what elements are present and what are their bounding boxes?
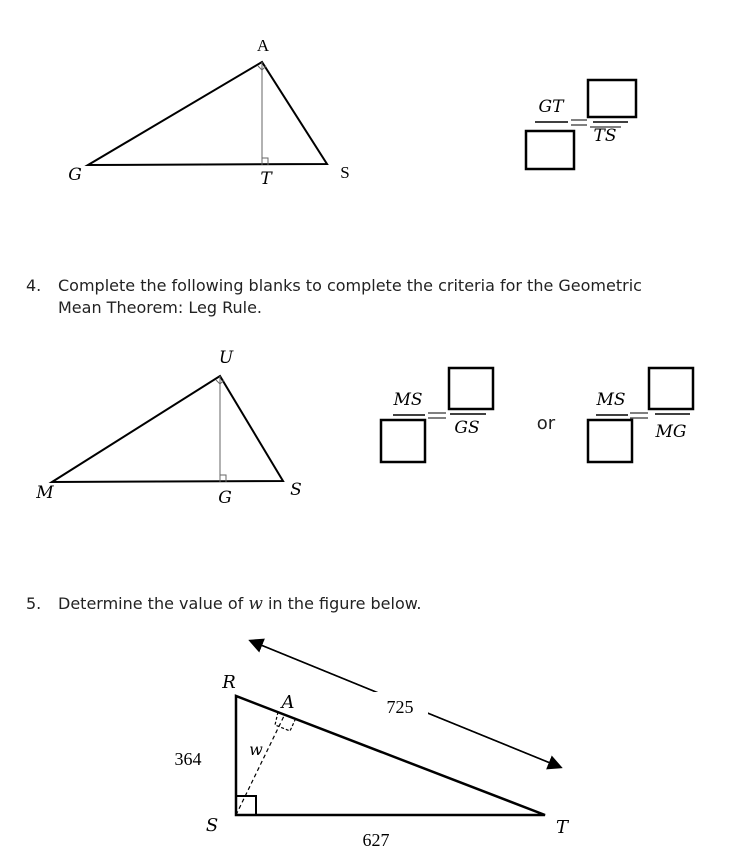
denominator-ts: TS (593, 126, 617, 146)
label-a3: A (281, 692, 295, 713)
question-5-text-after: in the figure below. (262, 594, 422, 613)
denominator-mg: MG (655, 422, 687, 442)
proportion-ms-gs (381, 368, 493, 462)
question-4-number: 4. (26, 276, 42, 295)
measure-364: 364 (174, 749, 202, 769)
blank-box-numerator-right[interactable] (588, 80, 636, 117)
or-label: or (536, 413, 556, 434)
blank-box-denominator-2[interactable] (588, 420, 632, 462)
triangle-gas (68, 36, 350, 189)
triangle-mus (35, 348, 302, 508)
label-a: A (256, 36, 270, 55)
blank-box-denominator-1[interactable] (381, 420, 425, 462)
proportion-gt-ts (526, 80, 636, 169)
label-t: T (260, 169, 272, 189)
question-5-text (58, 593, 421, 615)
label-u: U (218, 348, 234, 368)
label-s3: S (205, 815, 219, 836)
question-4-line-1: Complete the following blanks to complete the criteria for the Geometric (58, 276, 642, 295)
right-angle-mark-s (236, 796, 256, 815)
label-t3: T (555, 817, 569, 838)
numerator-ms-2: MS (596, 390, 626, 410)
triangle-mus-outline (52, 376, 283, 482)
blank-box-denominator-left[interactable] (526, 131, 574, 169)
question-5-variable: w (248, 594, 263, 614)
numerator-ms-1: MS (393, 390, 423, 410)
denominator-gs: GS (454, 418, 480, 438)
triangle-gas-outline (88, 62, 327, 165)
measure-627: 627 (362, 830, 390, 850)
label-s: S (340, 163, 350, 182)
label-r: R (222, 672, 236, 693)
label-w: w (249, 740, 263, 759)
label-g2: G (218, 488, 232, 508)
numerator-gt: GT (538, 97, 564, 117)
question-4-line-2: Mean Theorem: Leg Rule. (58, 298, 262, 317)
question-5-text-before: Determine the value of (58, 594, 249, 613)
blank-box-numerator-2[interactable] (649, 368, 693, 409)
proportion-ms-mg (588, 368, 693, 462)
label-g: G (68, 165, 82, 185)
altitude-sa (236, 716, 284, 815)
triangle-rst (175, 641, 570, 850)
question-5-number: 5. (26, 594, 42, 613)
label-m: M (36, 483, 54, 503)
label-s2: S (290, 480, 302, 500)
blank-box-numerator-1[interactable] (449, 368, 493, 409)
measure-725: 725 (386, 697, 414, 717)
